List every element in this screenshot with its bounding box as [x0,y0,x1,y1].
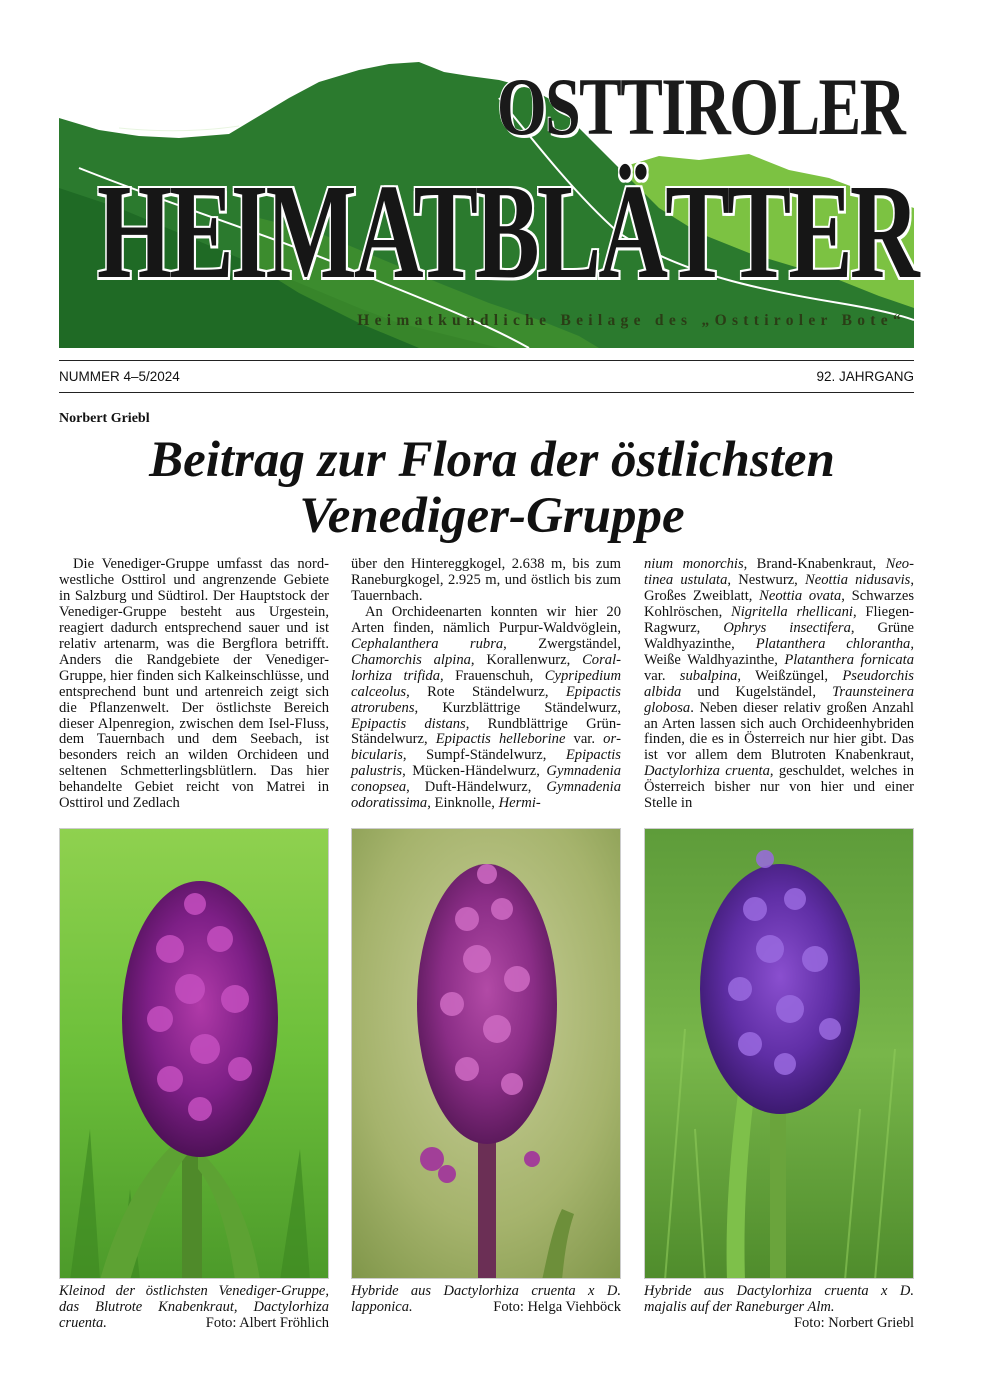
paragraph: über den Hintereggkogel, 2.638 m, bis zum Raneburgkogel, 2.925 m, und östlich bis zum Tauernbach. [351,556,621,604]
orchid-image-2 [352,829,621,1279]
paragraph: Die Venediger-Gruppe umfasst das nordwestliche Osttirol und angrenzende Gebiete in Salzburg und Südtirol. Der Hauptstock der Venediger-Gruppe besteht aus Urgestein, reagiert dadurch entsprechend sauer und ist relativ artenarm, was die Bergflora betrifft. Anders die Randgebiete der Venediger-Gruppe, hier finden sich Kalkeinschlüsse, und entsprechend bunt und artenreich zeigt sich die Pflanzenwelt. Der östlichste Bereich dieser Alpenregion, zwischen dem Isel-Fluss, dem Tauernbach und dem Seebach, ist besonders reich an wilden Orchideen und seltenen Schmetterlingsblütlern. Das hier behandelte Gebiet reicht von Matrei in Osttirol und Zedlach [59,556,329,812]
bottom-rule [59,392,914,393]
article-title-line2: Venediger-Gruppe [299,488,685,544]
masthead-title-top: OSTTIROLER [496,61,904,152]
caption-1 [59,1283,329,1331]
masthead-title-main: HEIMATBLÄTTER [97,157,917,307]
caption-text: Hybride aus Dactylorhiza cruenta x D. majalis auf der Raneburger Alm. [644,1283,914,1315]
caption-3 [644,1283,914,1331]
paragraph: nium monorchis, Brand-Knabenkraut, Neotinea ustulata, Nestwurz, Neottia nidusavis, Großes Zweiblatt, Neottia ovata, Schwarzes Kohlröschen, Nigritella rhellicani, Fliegen-Ragwurz, Ophrys insectifera, Grüne Waldhyazinthe, Platanthera chlorantha, Weiße Waldhyazinthe, Platanthera fornicata var. subalpina, Weißzüngel, Pseudorchis albida und Kugelständel, Traunsteinera globosa. Neben dieser relativ großen Anzahl an Arten lassen sich auch Orchideenhybriden finden, die es in Österreich nur hier gibt. Das ist vor allem dem Blutroten Knabenkraut, Dactylorhiza cruenta, geschuldet, welches in Österreich bisher nur von hier und einer Stelle in [644,556,915,812]
article-title [59,432,925,544]
masthead [59,58,917,348]
article-title-line1: Beitrag zur Flora der östlichsten [149,432,835,488]
top-rule [59,360,914,361]
orchid-image-1 [60,829,329,1279]
photo-orchid-2 [351,828,621,1279]
paragraph: An Orchideenarten konnten wir hier 20 Arten finden, nämlich Purpur-Waldvöglein, Cephalanthera rubra, Zwergständel, Chamorchis alpina, Korallenwurz, Corallorhiza trifida, Frauenschuh, Cypripedium calceolus, Rote Ständelwurz, Epipactis atrorubens, Kurzblättrige Ständelwurz, Epipactis distans, Rundblättrige GrünStändelwurz, Epipactis helleborine var. orbicularis, Sumpf-Ständelwurz, Epipactis palustris, Mücken-Händelwurz, Gymnadenia conopsea, Duft-Händelwurz, Gymnadenia odoratissima, Einknolle, Hermi- [351,603,621,812]
caption-text: Kleinod der östlichsten Venediger-Gruppe, das Blutrote Knabenkraut, Dactylorhiza cruenta. [59,1283,329,1331]
photo-orchid-3 [644,828,914,1279]
photo-orchid-1 [59,828,329,1279]
issue-volume: 92. JAHRGANG [816,369,914,384]
column-1 [59,557,329,812]
column-3 [644,557,914,812]
caption-2 [351,1283,621,1315]
photo-credit: Foto: Albert Fröhlich [205,1315,329,1331]
photo-credit: Foto: Norbert Griebl [793,1315,914,1331]
masthead-subtitle: Heimatkundliche Beilage des „Osttiroler Bote“ [357,312,906,329]
orchid-image-3 [645,829,914,1279]
article-author: Norbert Griebl [59,411,150,426]
issue-number: NUMMER 4–5/2024 [59,369,180,384]
column-2 [351,557,621,812]
caption-text: Hybride aus Dactylorhiza cruenta x D. lapponica. [351,1283,621,1315]
photo-credit: Foto: Helga Viehböck [493,1299,621,1315]
